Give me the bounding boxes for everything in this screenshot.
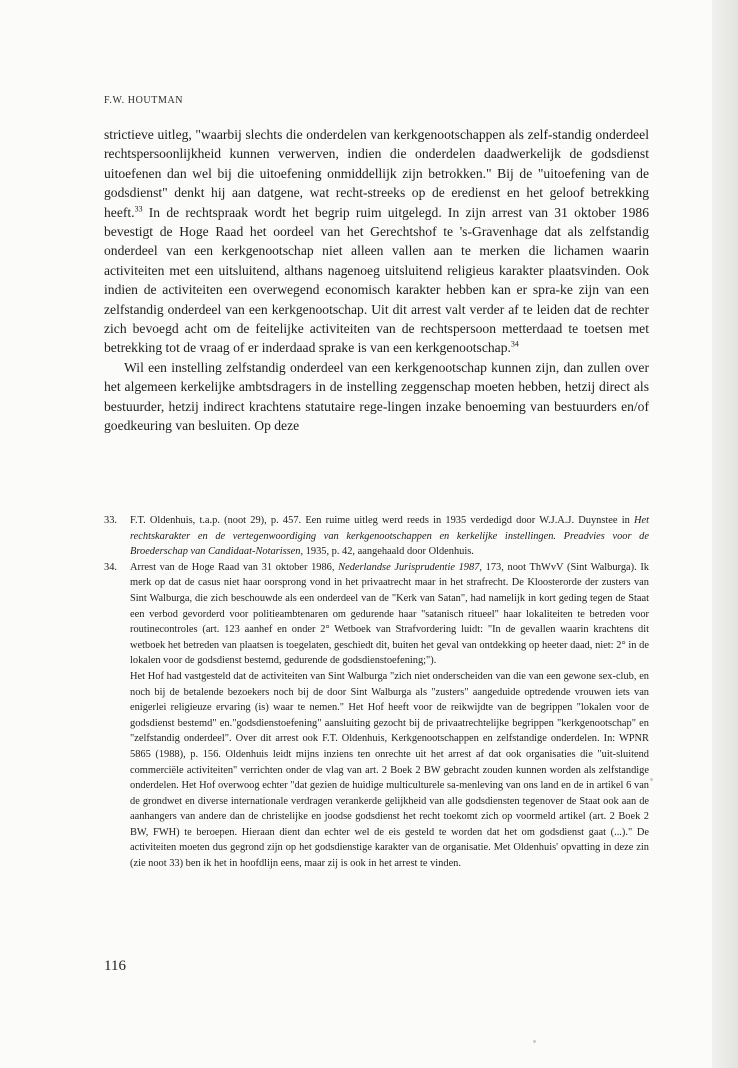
footnote-34-text [130,560,649,872]
footnote-33-title: Het rechtskarakter en de vertegenwoordiging van kerkgenootschappen en kerkelijke instellingen. Preadvies voor de Broederschap van Candidaat-Notarissen, [130,515,649,558]
body-paragraph-1 [104,125,649,358]
body-paragraph-1-part-a: strictieve uitleg, "waarbij slechts die onderdelen van kerkgenootschappen als zelf-standig onderdeel rechtspersoonlijkheid kunnen verwerven, indien die onderdelen daadwerkelijk de godsdienst uitoefenen dan wel bij die uitoefening onmiddellijk zijn betrokken." Bij de "uitoefening van de godsdienst" denkt hij aan datgene, wat recht-streeks op de eredienst en het geloof betrekking heeft. [104,127,649,220]
footnote-34-number: 34. [104,561,117,573]
footnote-33-text [130,513,649,560]
page-number: 116 [104,958,126,974]
scan-speck [533,1040,536,1043]
footnote-34-journal: Nederlandse Jurisprudentie 1987, [338,561,482,573]
footnote-33-part-a: F.T. Oldenhuis, t.a.p. (noot 29), p. 457. Een ruime uitleg werd reeds in 1935 verdedigd door W.J.A.J. Duynstee in [130,515,634,526]
running-head: F.W. HOUTMAN [104,95,184,106]
footnote-34-paragraph-1 [130,560,649,669]
footnote-33-part-b: 1935, p. 42, aangehaald door Oldenhuis. [303,546,474,558]
body-paragraph-1-part-b: In de rechtspraak wordt het begrip ruim uitgelegd. In zijn arrest van 31 oktober 1986 bevestigt de Hoge Raad het oordeel van het Gerechtshof te 's-Gravenhage dat als zelfstandig onderdeel van een kerkgenootschap niet alleen vallen aan te merken die lichamen waarin activiteiten met een uitsluitend, althans nagenoeg uitsluitend religieus karakter plaatsvinden. Ook indien de activiteiten een overwegend economisch karakter hebben kan er spra-ke zijn van een zelfstandig onderdeel van een kerkgenootschap. Uit dit arrest valt verder af te leiden dat de rechter zich bevoegd acht om de feitelijke activiteiten van de rechtspersoon metterdaad te toetsen met betrekking tot de vraag of er inderdaad sprake is van een kerkgenootschap. [104,204,649,356]
footnote-ref-34[interactable]: 34 [510,339,519,349]
body-paragraph-2: Wil een instelling zelfstandig onderdeel van een kerkgenootschap kunnen zijn, dan zullen over het algemeen kerkelijke ambtsdragers in de instelling zeggenschap moeten hebben, hetzij direct als bestuurder, hetzij indirect krachtens statutaire rege-lingen inzake benoeming van bestuurders en/of goedkeuring van besluiten. Op deze [104,359,649,434]
footnotes [104,513,649,872]
body-text [104,125,649,436]
page-edge-shadow [712,0,738,1068]
footnote-33 [104,513,649,560]
footnote-34-part-a: Arrest van de Hoge Raad van 31 oktober 1986, [130,561,339,573]
footnote-33-number: 33. [104,515,117,526]
footnote-ref-33[interactable]: 33 [134,204,143,214]
footnote-34 [104,560,649,872]
footnote-34-part-b: 173, noot ThWvV (Sint Walburga). Ik merk op dat de casus niet haar oorsprong vond in het privaatrecht maar in het strafrecht. De Kloosterorde der zusters van Sint Walburga, die zich beschouwde als een onderdeel van de "Kerk van Satan", had namelijk in kort geding tegen de Staat een verbod gevorderd voor politieambtenaren om gedurende haar "satanisch ritueel" haar lokaliteiten te betreden voor routinecontroles (art. 123 aanhef en onder 2° Wetboek van Strafvordering luidt: "In de gevallen waarin krachtens dit wetboek het betreden van plaatsen is toegelaten, geschiedt dit, buiten het geval van ontdekking op heeter daad, niet: 2° in de lokalen voor de godsdienst bestemd, gedurende de godsdienstoefening;"). [130,561,650,667]
footnote-34-paragraph-2: Het Hof had vastgesteld dat de activiteiten van Sint Walburga "zich niet onderscheiden van die van een gewone sex-club, en noch bij de betalende bezoekers noch bij de door Sint Walburga als "zusters" aangeduide optredende vrouwen iets van enigerlei religieuze ervaring (is) waar te nemen." Het Hof heeft voor de reikwijdte van de begrippen "lokalen voor de godsdienst bestemd" en."godsdienstoefening" aansluiting gezocht bij de privaatrechtelijke begrippen "kerkgenootschap" en "zelfstandig onderdeel". Over dit arrest ook F.T. Oldenhuis, Kerkgenootschappen en zelfstandige onderdelen. In: WPNR 5865 (1988), p. 156. Oldenhuis leidt mijns inziens ten onrechte uit het arrest af dat ook organisaties die "uit-sluitend commerciële activiteiten" verrichten onder de vlag van art. 2 Boek 2 BW gebracht zouden kunnen worden als zelfstandige onderdelen. Het Hof overwoog echter "dat gezien de huidige multiculturele sa-menleving van ons land en de in artikel 6 van de grondwet en diverse internationale verdragen verankerde gelijkheid van alle godsdiensten tegenover de Staat ook aan de aanhangers van andere dan de christelijke en joodse godsdienst het recht toekomt zich op voormeld artikel (art. 2 Boek 2 BW, FWH) te beroepen. Hieraan dient dan echter wel de eis gesteld te worden dat het om godsdienst gaat (...)." De activiteiten moeten dus gegrond zijn op het godsdienstige karakter van de organisatie. Met Oldenhuis' opvatting in deze zin (zie noot 33) ben ik het in hoofdlijn eens, maar zij is ook in het arrest te vinden. [130,670,649,870]
scan-speck [650,778,653,781]
